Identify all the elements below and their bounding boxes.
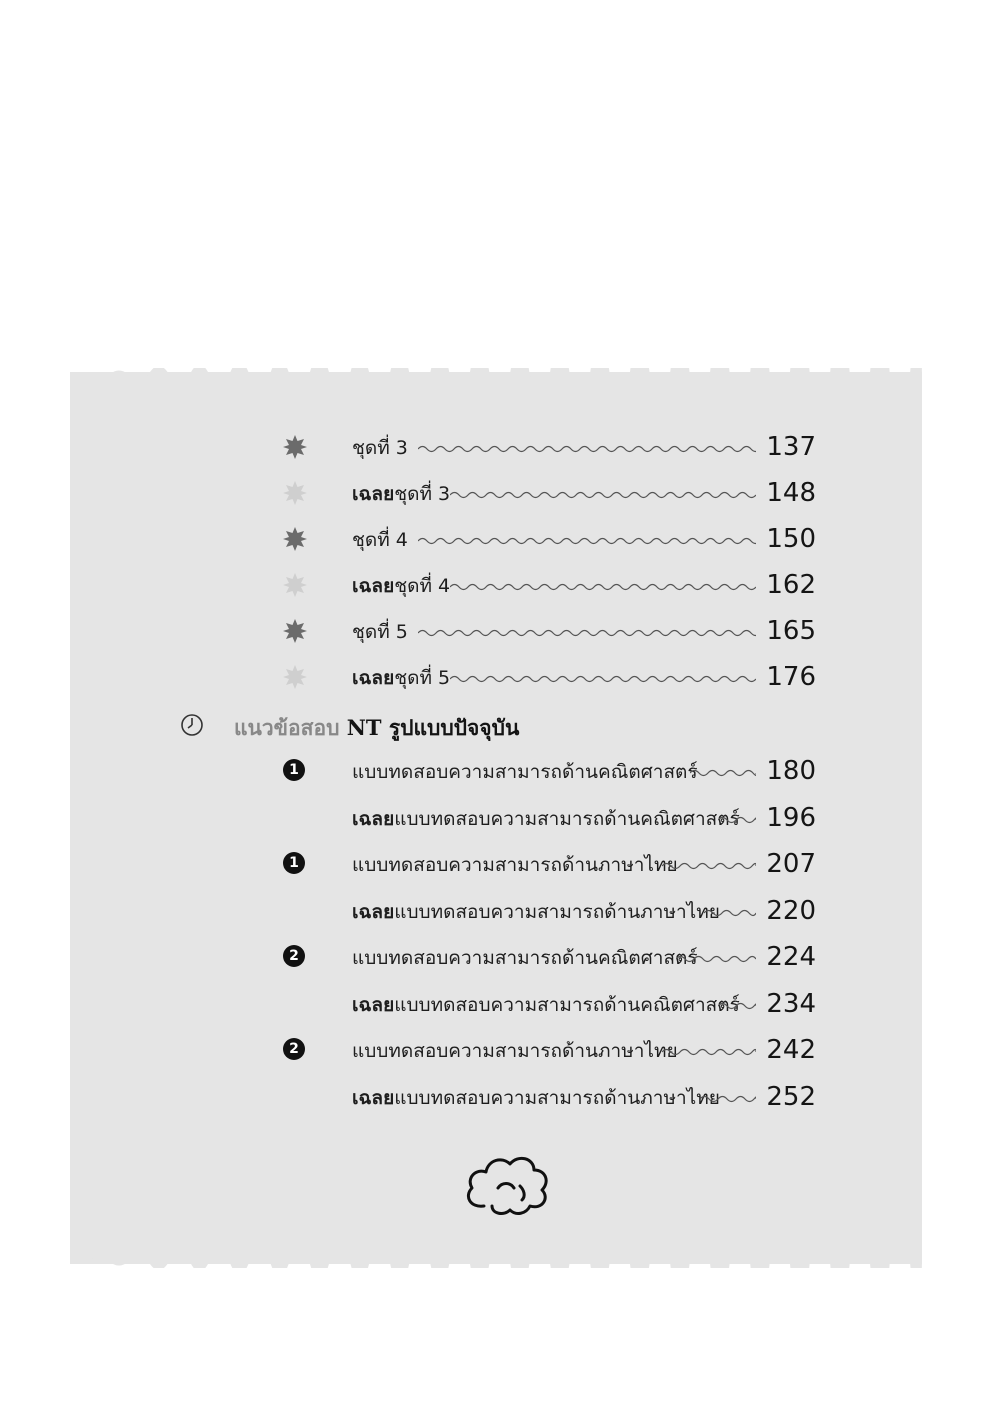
leader-wave [662,1047,756,1057]
toc-entry[interactable] [0,1078,992,1118]
entry-label: ชุดที่ 5 [352,621,408,643]
toc-entry[interactable] [0,938,992,978]
leader-wave [662,861,756,871]
entry-label: เฉลยชุดที่ 4 [352,575,451,597]
entry-label: แบบทดสอบความสามารถด้านภาษาไทย [352,854,678,876]
leader-wave [676,954,756,964]
cloud-doodle-icon [462,1150,554,1218]
toc-entry[interactable] [0,658,992,698]
page-number: 234 [766,989,816,1019]
entry-label: ชุดที่ 3 [352,437,408,459]
entry-label: เฉลยชุดที่ 5 [352,667,451,689]
page-number: 207 [766,849,816,879]
toc-entry[interactable] [0,1031,992,1071]
page-number: 180 [766,756,816,786]
light-star-icon [282,480,308,506]
page-number: 242 [766,1035,816,1065]
entry-label: แบบทดสอบความสามารถด้านคณิตศาสตร์ [352,947,698,969]
dark-star-icon [282,526,308,552]
leader-wave [418,628,756,638]
page-number: 252 [766,1082,816,1112]
entry-label: เฉลยแบบทดสอบความสามารถด้านคณิตศาสตร์ [352,994,740,1016]
page-number: 148 [766,478,816,508]
number-two-badge: 2 [283,1038,305,1060]
page-number: 165 [766,616,816,646]
toc-entry[interactable] [0,752,992,792]
toc-entry[interactable] [0,612,992,652]
leader-wave [718,815,756,825]
entry-label: แบบทดสอบความสามารถด้านภาษาไทย [352,1040,678,1062]
toc-entry[interactable] [0,474,992,514]
section-title: แนวข้อสอบ NT รูปแบบปัจจุบัน [234,715,520,740]
leader-wave [418,536,756,546]
clock-icon [180,713,204,737]
panel-bottom-edge [70,1258,922,1268]
number-two-badge: 2 [283,945,305,967]
page-number: 150 [766,524,816,554]
leader-wave [418,444,756,454]
entry-label: เฉลยแบบทดสอบความสามารถด้านภาษาไทย [352,901,720,923]
number-one-badge: 1 [283,759,305,781]
toc-entry[interactable] [0,566,992,606]
leader-wave [450,582,756,592]
toc-entry[interactable] [0,799,992,839]
leader-wave [450,490,756,500]
page-number: 224 [766,942,816,972]
entry-label: เฉลยชุดที่ 3 [352,483,451,505]
leader-wave [704,908,756,918]
page-number: 162 [766,570,816,600]
entry-label: เฉลยแบบทดสอบความสามารถด้านภาษาไทย [352,1087,720,1109]
light-star-icon [282,664,308,690]
leader-wave [690,768,756,778]
entry-label: เฉลยแบบทดสอบความสามารถด้านคณิตศาสตร์ [352,808,740,830]
section-heading[interactable] [180,708,780,748]
toc-entry[interactable] [0,428,992,468]
page-number: 137 [766,432,816,462]
dark-star-icon [282,618,308,644]
leader-wave [450,674,756,684]
leader-wave [700,1094,756,1104]
dark-star-icon [282,434,308,460]
toc-entry[interactable] [0,845,992,885]
number-one-badge: 1 [283,852,305,874]
toc-entry[interactable] [0,985,992,1025]
leader-wave [718,1001,756,1011]
toc-entry[interactable] [0,892,992,932]
page-number: 220 [766,896,816,926]
page-number: 176 [766,662,816,692]
entry-label: แบบทดสอบความสามารถด้านคณิตศาสตร์ [352,761,698,783]
entry-label: ชุดที่ 4 [352,529,408,551]
panel-top-edge [70,368,922,378]
light-star-icon [282,572,308,598]
toc-entry[interactable] [0,520,992,560]
page-number: 196 [766,803,816,833]
